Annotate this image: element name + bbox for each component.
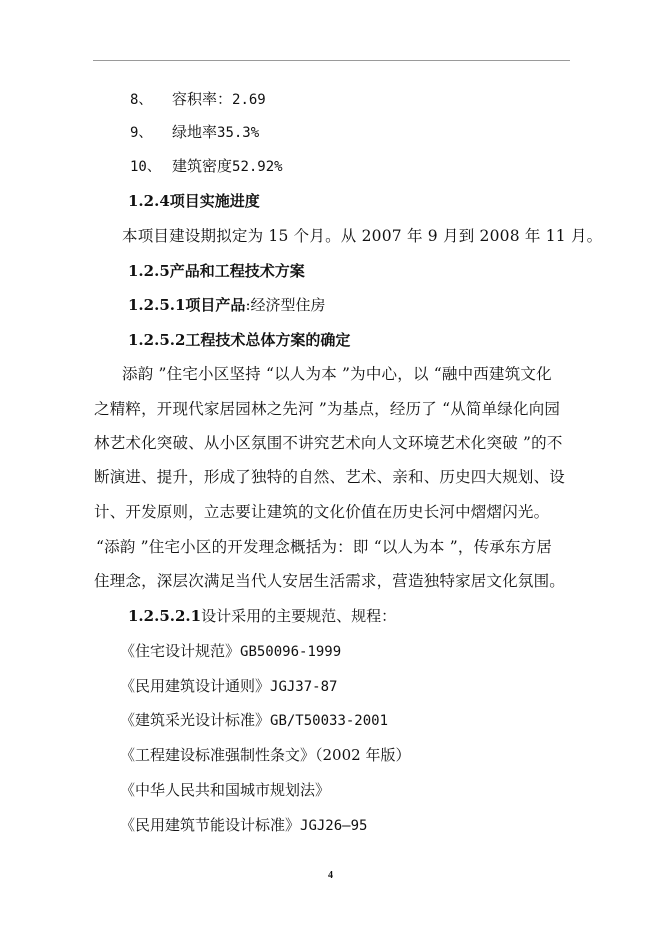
heading-number: 1.2.5 — [128, 262, 170, 280]
heading-title: 项目实施进度 — [169, 192, 260, 210]
list-item-green-ratio — [130, 122, 259, 143]
standard-name: 《民用建筑节能设计标准》 — [120, 816, 301, 834]
heading-1-2-5-2-1 — [128, 606, 396, 626]
standard-item — [120, 676, 337, 697]
heading-title: 项目产品 — [185, 296, 246, 314]
standard-item — [120, 780, 330, 801]
list-value: 35.3% — [217, 125, 260, 141]
heading-number: 1.2.4 — [128, 192, 170, 210]
heading-number: 1.2.5.2.1 — [128, 607, 202, 625]
list-value: 52.92% — [232, 159, 283, 175]
paragraph-line: 断演进、提升，形成了独特的自然、艺术、亲和、历史四大规划、设 — [94, 468, 566, 486]
schedule-text: 本项目建设期拟定为 15 个月。从 2007 年 9 月到 2008 年 11 月。 — [122, 227, 603, 245]
paragraph-line: 之精粹，开现代家居园林之先河 ”为基点，经历了 “从简单绿化向园 — [94, 400, 561, 418]
list-label: 绿地率 — [172, 123, 218, 141]
standard-name: 《中华人民共和国城市规划法》 — [120, 781, 331, 799]
heading-number: 1.2.5.2 — [128, 331, 186, 349]
heading-title: 产品和工程技术方案 — [169, 262, 305, 280]
list-item-floor-area-ratio — [130, 89, 266, 110]
standard-code: （2002 年版） — [315, 746, 411, 764]
standard-name: 《住宅设计规范》 — [120, 642, 241, 660]
paragraph-line: “添韵 ”住宅小区的开发理念概括为：即 “以人为本 ”，传承东方居 — [96, 538, 553, 556]
heading-suffix: :经济型住房 — [245, 296, 326, 314]
standard-name: 《民用建筑设计通则》 — [120, 677, 271, 695]
standard-code: JGJ37-87 — [270, 679, 338, 695]
heading-1-2-5-2 — [128, 330, 350, 350]
standard-item — [120, 815, 367, 836]
standard-code: GB/T50033-2001 — [270, 713, 389, 729]
list-number: 10、 — [130, 159, 161, 175]
standard-item — [120, 745, 410, 765]
list-number: 9、 — [130, 125, 153, 141]
heading-title: 工程技术总体方案的确定 — [185, 331, 351, 349]
standard-name: 《工程建设标准强制性条文》 — [120, 746, 316, 764]
paragraph-line: 计、开发原则，立志要让建筑的文化价值在历史长河中熠熠闪光。 — [94, 503, 550, 521]
header-rule — [93, 60, 570, 61]
standard-name: 《建筑采光设计标准》 — [120, 711, 271, 729]
standard-code: JGJ26—95 — [300, 818, 368, 834]
page-number: 4 — [328, 870, 333, 881]
paragraph-line: 添韵 ”住宅小区坚持 “以人为本 ”为中心，以 “融中西建筑文化 — [122, 365, 552, 383]
heading-1-2-5-1 — [128, 295, 326, 315]
list-label: 建筑密度 — [172, 157, 233, 175]
paragraph-line: 住理念，深层次满足当代人安居生活需求，营造独特家居文化氛围。 — [94, 572, 566, 590]
paragraph-line: 林艺术化突破、从小区氛围不讲究艺术向人文环境艺术化突破 ”的不 — [94, 434, 563, 452]
list-item-building-density — [130, 156, 283, 177]
heading-title: 设计采用的主要规范、规程： — [201, 607, 397, 625]
heading-1-2-5 — [128, 261, 305, 281]
list-label: 容积率： — [172, 90, 233, 108]
standard-code: GB50096-1999 — [240, 644, 342, 660]
standard-item — [120, 710, 388, 731]
list-value: 2.69 — [232, 92, 266, 108]
heading-number: 1.2.5.1 — [128, 296, 186, 314]
heading-1-2-4 — [128, 191, 260, 211]
standard-item — [120, 641, 341, 662]
list-number: 8、 — [130, 92, 153, 108]
